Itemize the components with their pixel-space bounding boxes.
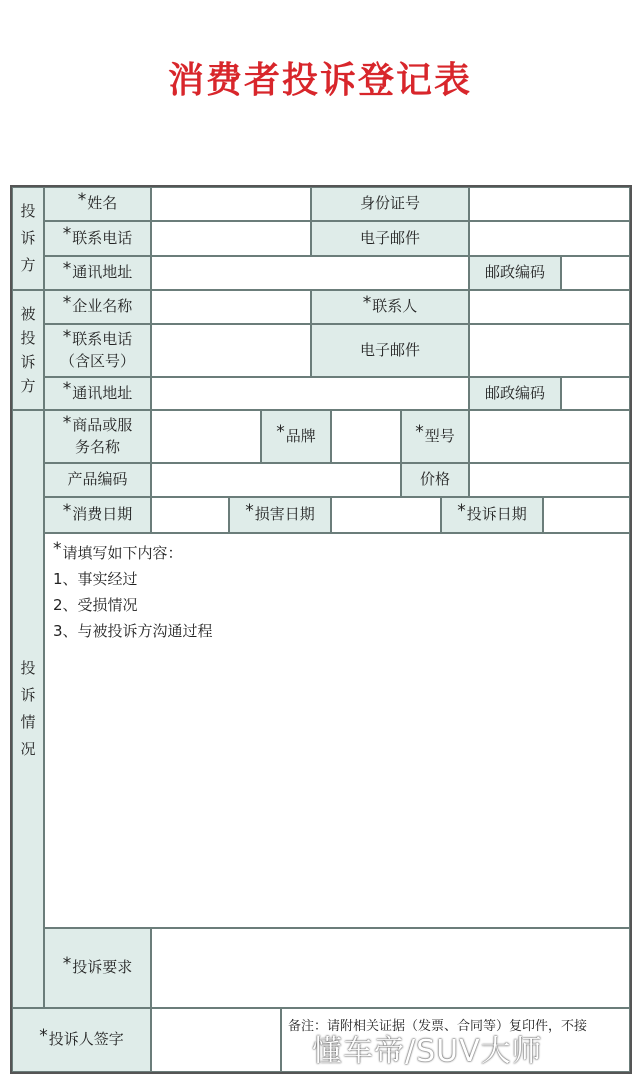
complaint-date-field[interactable] — [543, 497, 630, 533]
required-star: * — [276, 422, 285, 443]
respondent-postcode-label: 邮政编码 — [469, 377, 561, 410]
complaint-section-label — [12, 410, 44, 1008]
required-star: * — [62, 326, 72, 347]
respondent-section-text: 被投诉方 — [20, 305, 36, 395]
required-star: * — [62, 500, 72, 521]
damage-date-field[interactable] — [331, 497, 441, 533]
product-code-label: 产品编码 — [44, 463, 151, 497]
complaint-date-label: * 投诉日期 — [441, 497, 543, 533]
remarks-note: 备注：请附相关证据（发票、合同等）复印件，不接 — [281, 1008, 630, 1072]
name-label: * 姓名 — [44, 187, 151, 221]
required-star: * — [62, 258, 72, 279]
price-label: 价格 — [401, 463, 469, 497]
complaint-form — [10, 185, 632, 1074]
complainant-section-text: 投诉方 — [20, 202, 36, 274]
request-field[interactable] — [151, 928, 630, 1008]
contact-person-label: * 联系人 — [311, 290, 469, 324]
required-star: * — [53, 539, 62, 559]
required-star: * — [62, 292, 72, 313]
address-field[interactable] — [151, 256, 469, 290]
instructions-heading: *请填写如下内容： — [53, 539, 183, 562]
respondent-phone-field[interactable] — [151, 324, 311, 377]
instruction-item: 2、受损情况 — [53, 596, 138, 614]
respondent-phone-label: *联系电话 （含区号） — [44, 324, 151, 377]
company-name-label: * 企业名称 — [44, 290, 151, 324]
brand-label: * 品牌 — [261, 410, 331, 463]
name-field[interactable] — [151, 187, 311, 221]
instruction-item: 3、与被投诉方沟通过程 — [53, 622, 213, 640]
respondent-address-label: * 通讯地址 — [44, 377, 151, 410]
postcode-label: 邮政编码 — [469, 256, 561, 290]
id-number-field[interactable] — [469, 187, 630, 221]
respondent-section-label — [12, 290, 44, 410]
watermark: 懂车帝/SUV大师 — [312, 1034, 543, 1069]
required-star: * — [77, 189, 87, 210]
postcode-field[interactable] — [561, 256, 630, 290]
id-number-label: 身份证号 — [311, 187, 469, 221]
product-code-field[interactable] — [151, 463, 401, 497]
brand-field[interactable] — [331, 410, 401, 463]
model-field[interactable] — [469, 410, 630, 463]
phone-label: * 联系电话 — [44, 221, 151, 256]
contact-person-field[interactable] — [469, 290, 630, 324]
required-star: * — [39, 1025, 48, 1046]
email-label: 电子邮件 — [311, 221, 469, 256]
required-star: * — [362, 292, 372, 313]
required-star: * — [415, 422, 424, 443]
price-field[interactable] — [469, 463, 630, 497]
respondent-email-field[interactable] — [469, 324, 630, 377]
request-label: * 投诉要求 — [44, 928, 151, 1008]
damage-date-label: * 损害日期 — [229, 497, 331, 533]
purchase-date-label: * 消费日期 — [44, 497, 151, 533]
model-label: * 型号 — [401, 410, 469, 463]
product-name-field[interactable] — [151, 410, 261, 463]
respondent-postcode-field[interactable] — [561, 377, 630, 410]
product-name-label: *商品或服 务名称 — [44, 410, 151, 463]
page-title: 消费者投诉登记表 — [167, 60, 472, 101]
complaint-details-area[interactable] — [44, 533, 630, 928]
signature-label: * 投诉人签字 — [12, 1008, 151, 1072]
required-star: * — [62, 379, 72, 400]
required-star: * — [457, 500, 466, 521]
company-name-field[interactable] — [151, 290, 311, 324]
required-star: * — [62, 224, 72, 245]
complainant-section-label — [12, 187, 44, 290]
respondent-email-label: 电子邮件 — [311, 324, 469, 377]
respondent-address-field[interactable] — [151, 377, 469, 410]
purchase-date-field[interactable] — [151, 497, 229, 533]
required-star: * — [62, 953, 72, 974]
instruction-item: 1、事实经过 — [53, 570, 138, 588]
required-star: * — [62, 412, 72, 433]
required-star: * — [245, 500, 254, 521]
phone-field[interactable] — [151, 221, 311, 256]
address-label: * 通讯地址 — [44, 256, 151, 290]
signature-field[interactable] — [151, 1008, 281, 1072]
email-field[interactable] — [469, 221, 630, 256]
complaint-section-text: 投诉情况 — [20, 659, 36, 758]
